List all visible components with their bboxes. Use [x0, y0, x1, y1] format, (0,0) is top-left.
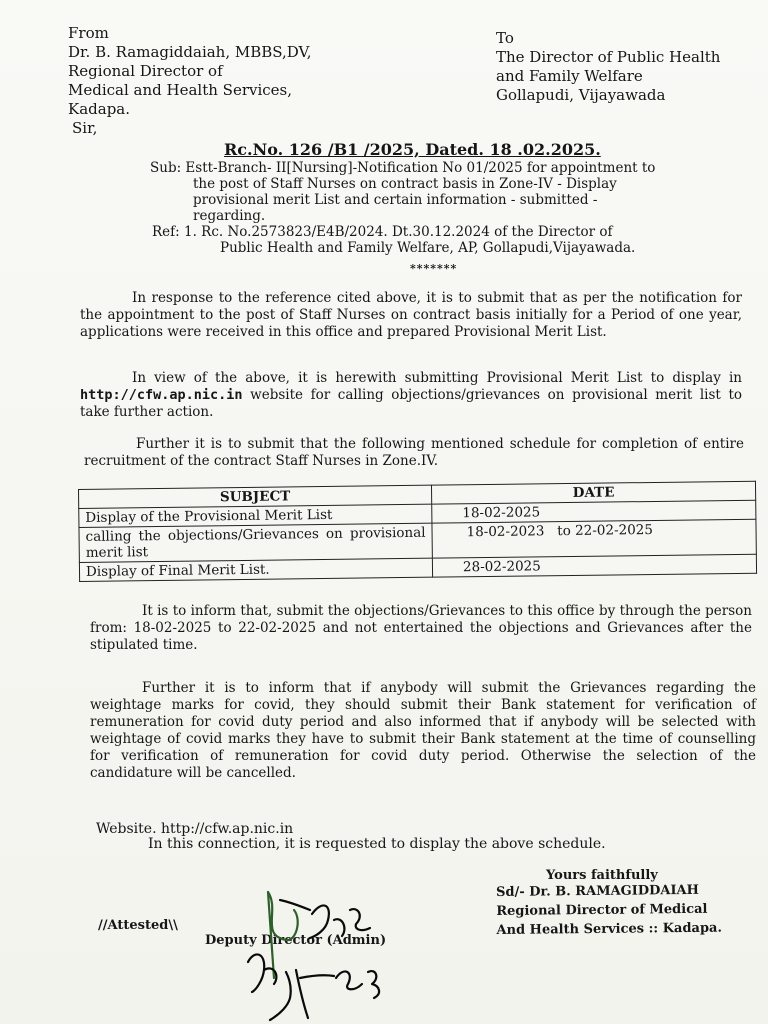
website-line: Website. http://cfw.ap.nic.in: [96, 821, 294, 837]
to-line: Gollapudi, Vijayawada: [496, 86, 666, 104]
cell-subject: Display of Final Merit List.: [79, 558, 432, 581]
to-block: [496, 29, 720, 105]
subject-block: [150, 160, 655, 256]
subject-line: regarding.: [193, 208, 266, 224]
signatory-line: Sd/- Dr. B. RAMAGIDDAIAH: [496, 882, 699, 900]
paragraph-5: Further it is to inform that if anybody will submit the Grievances regarding the weightage marks for covid, they should submit their Bank statement for verification of remuneration for covid duty period and also informed that if anybody will be selected with weightage of covid marks they have to submit their Bank statement at the time of counselling for verification of remuneration for covid duty period. Otherwise the selection of the candidature will be cancelled.: [90, 680, 756, 781]
salutation: Sir,: [72, 119, 98, 137]
paragraph-1: In response to the reference cited above, it is to submit that as per the notification for the appointment to the post of Staff Nurses on contract basis initially for a Period of one year, applications were received in this office and prepared Provisional Merit List.: [80, 290, 742, 340]
website-link[interactable]: http://cfw.ap.nic.in: [80, 387, 243, 403]
deputy-director-label: Deputy Director (Admin): [205, 933, 387, 948]
ref-line: Ref: 1. Rc. No.2573823/E4B/2024. Dt.30.12.2024 of the Director of: [152, 224, 613, 240]
from-line: Medical and Health Services,: [68, 81, 293, 99]
attested-label: //Attested\\: [98, 918, 178, 933]
cell-date: 18-02-2025: [432, 500, 756, 523]
paragraph-4: It is to inform that, submit the objections/Grievances to this office by through the person from: 18-02-2025 to 22-02-2025 and not entertained the objections and Grievances after the stipulated time.: [90, 603, 752, 653]
to-line: The Director of Public Health: [496, 48, 721, 66]
to-label: To: [496, 29, 514, 47]
column-header-date: DATE: [431, 481, 755, 504]
from-label: From: [68, 24, 109, 42]
to-line: and Family Welfare: [496, 67, 643, 85]
column-header-subject: SUBJECT: [79, 485, 432, 508]
cell-subject: Display of the Provisional Merit List: [79, 504, 432, 527]
reference-number: Rc.No. 126 /B1 /2025, Dated. 18 .02.2025.: [224, 140, 601, 159]
from-line: Regional Director of: [68, 62, 223, 80]
closing-line: In this connection, it is requested to display the above schedule.: [148, 836, 606, 852]
subject-line: Sub: Estt-Branch- II[Nursing]-Notification No 01/2025 for appointment to: [150, 160, 656, 176]
cell-date: 28-02-2025: [432, 554, 756, 577]
ref-line: Public Health and Family Welfare, AP, Gollapudi,Vijayawada.: [220, 240, 636, 256]
signatory-line: And Health Services :: Kadapa.: [496, 920, 723, 938]
from-line: Dr. B. Ramagiddaiah, MBBS,DV,: [68, 43, 312, 61]
from-line: Kadapa.: [68, 100, 131, 118]
paragraph-2-text: website for calling objections/grievances on provisional merit list to take further action.: [80, 387, 743, 420]
from-block: [68, 24, 312, 138]
cell-date: 18-02-2023 to 22-02-2025: [432, 519, 756, 558]
subject-line: provisional merit List and certain information - submitted -: [193, 192, 598, 208]
paragraph-2: [80, 370, 742, 421]
signatory-line: Regional Director of Medical: [496, 901, 708, 919]
signatory-block: [496, 881, 722, 940]
paragraph-3: Further it is to submit that the following mentioned schedule for completion of entire recruitment of the contract Staff Nurses in Zone.IV.: [84, 436, 744, 469]
handwritten-signature: [230, 880, 410, 1024]
yours-faithfully: Yours faithfully: [546, 868, 658, 883]
schedule-table: [78, 481, 757, 582]
subject-line: the post of Staff Nurses on contract basis in Zone-IV - Display: [193, 176, 617, 192]
separator-stars: *******: [410, 262, 458, 275]
paragraph-2-text: In view of the above, it is herewith submitting Provisional Merit List to display in: [132, 370, 742, 386]
cell-subject: calling the objections/Grievances on provisional merit list: [79, 523, 432, 562]
